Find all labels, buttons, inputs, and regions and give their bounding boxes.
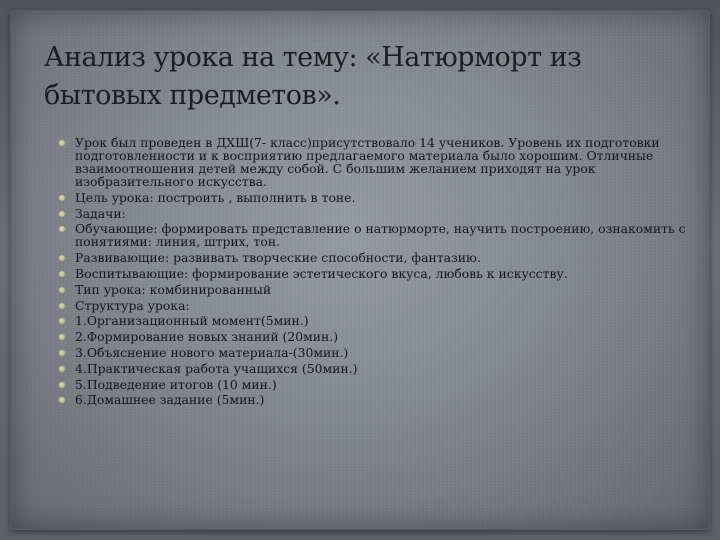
- list-item: [58, 330, 698, 343]
- list-item-text: Тип урока: комбинированный: [75, 281, 272, 297]
- list-item-text: Урок был проведен в ДХШ(7- класс)присутствовало 14 учеников. Уровень их подготовки подготовленности и к восприятию предлагаемого материала было хорошим. Отличные взаимоотношения детей между собой. С большим желанием приходят на урок изобразительного искусства.: [75, 135, 660, 189]
- list-item: [58, 191, 698, 204]
- bullet-icon: [58, 270, 66, 278]
- list-item: [58, 362, 698, 375]
- list-item-text: 5.Подведение итогов (10 мин.): [75, 376, 277, 392]
- list-item-text: 4.Практическая работа учащихся (50мин.): [75, 360, 358, 376]
- list-item-text: Воспитывающие: формирование эстетического вкуса, любовь к искусству.: [75, 265, 568, 281]
- bullet-icon: [58, 381, 66, 389]
- list-item-text: 2.Формирование новых знаний (20мин.): [75, 329, 339, 345]
- list-item-text: Цель урока: построить , выполнить в тоне.: [75, 189, 356, 205]
- bullet-icon: [58, 286, 66, 294]
- list-item-text: 1.Организационный момент(5мин.): [75, 313, 309, 329]
- list-item-text: Структура урока:: [75, 297, 190, 313]
- list-item: [58, 136, 698, 188]
- slide-title: Анализ урока на тему: «Натюрморт из бытовых предметов».: [44, 42, 582, 111]
- bullet-icon: [58, 349, 66, 357]
- bullet-icon: [58, 139, 66, 147]
- list-item-text: Развивающие: развивать творческие способности, фантазию.: [75, 250, 481, 266]
- list-item: [58, 378, 698, 391]
- list-item: [58, 267, 698, 280]
- list-item-text: 3.Объяснение нового материала-(30мин.): [75, 344, 349, 360]
- list-item: [58, 222, 698, 248]
- list-item: [58, 251, 698, 264]
- list-item: [58, 299, 698, 312]
- list-item: [58, 314, 698, 327]
- list-item: [58, 393, 698, 406]
- slide-panel: [10, 10, 710, 530]
- bullet-icon: [58, 333, 66, 341]
- list-item-text: 6.Домашнее задание (5мин.): [75, 392, 265, 408]
- bullet-icon: [58, 254, 66, 262]
- bullet-icon: [58, 210, 66, 218]
- bullet-icon: [58, 365, 66, 373]
- list-item: [58, 346, 698, 359]
- bullet-icon: [58, 225, 66, 233]
- list-item: [58, 207, 698, 220]
- bullet-icon: [58, 396, 66, 404]
- bullet-list: [58, 136, 698, 409]
- bullet-icon: [58, 194, 66, 202]
- list-item: [58, 283, 698, 296]
- list-item-text: Задачи:: [75, 205, 126, 221]
- bullet-icon: [58, 302, 66, 310]
- list-item-text: Обучающие: формировать представление о натюрморте, научить построению, ознакомить с понятиями: линия, штрих, тон.: [75, 221, 686, 250]
- bullet-icon: [58, 317, 66, 325]
